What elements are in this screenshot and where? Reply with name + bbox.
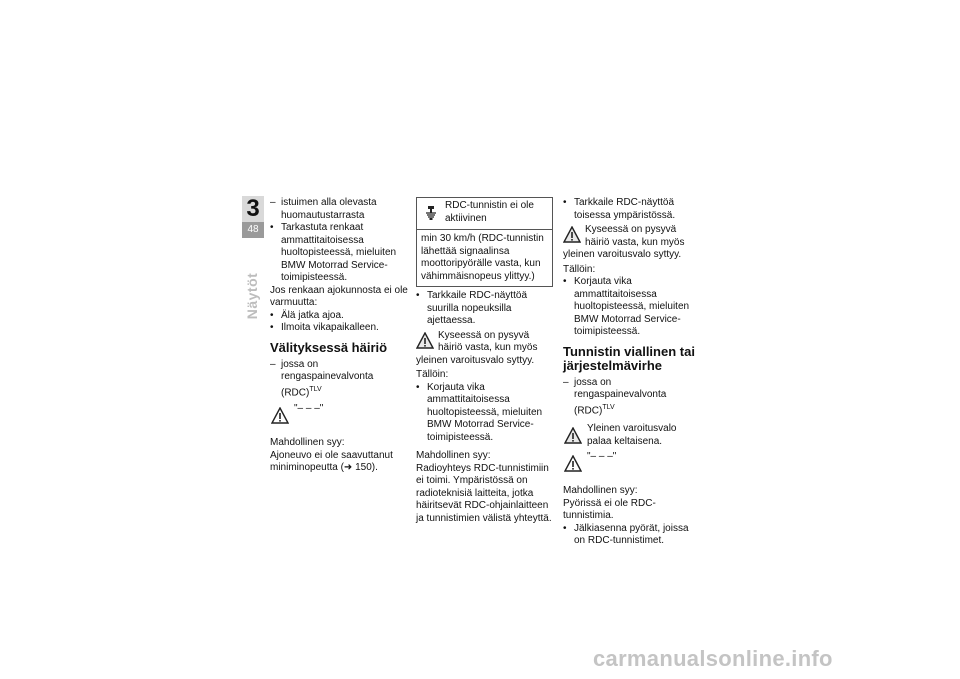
info-box	[416, 197, 553, 287]
warning-block	[270, 403, 410, 429]
warning-triangle-icon	[271, 407, 289, 424]
bullet-marker: •	[270, 222, 274, 233]
info-box-title: RDC-tunnistin ei ole aktiivinen	[445, 200, 534, 224]
cause-label: Mahdollinen syy:	[563, 485, 638, 497]
page-reference[interactable]: 150).	[355, 462, 378, 474]
section-title-text: Näytöt	[244, 272, 260, 320]
list-text: Tarkastuta renkaat ammattitaitoisessa huoltopisteessä, mieluiten BMW Motorrad Service-toimipisteessä.	[281, 222, 397, 283]
list-text: Tarkkaile RDC-näyttöä suurilla nopeuksilla ajettaessa.	[427, 290, 528, 326]
dash-marker: –	[270, 197, 276, 208]
list-item	[563, 523, 701, 548]
bullet-marker: •	[416, 381, 420, 393]
arrow-right-icon: ➜	[343, 462, 353, 474]
paragraph: Tällöin:	[563, 263, 596, 275]
list-text: Jälkiasenna pyörät, joissa on RDC-tunnistimet.	[574, 522, 689, 547]
list-item	[416, 290, 553, 328]
list-item	[270, 197, 410, 222]
list-item	[270, 322, 410, 335]
warning-text: Kyseessä on pysyvä häiriö vasta, kun myös yleinen varoitusvalo syttyy.	[416, 329, 538, 366]
warning-light-icon	[564, 427, 582, 444]
warning-block	[563, 451, 701, 477]
list-item	[563, 197, 701, 222]
dash-marker: –	[270, 358, 276, 370]
list-text: Korjauta vika ammattitaitoisessa huoltopisteessä, mieluiten BMW Motorrad Service-toimipisteessä.	[574, 276, 690, 337]
list-item	[563, 276, 701, 339]
bullet-marker: •	[270, 309, 274, 321]
display-code: "– – –"	[294, 403, 324, 415]
warning-block	[563, 423, 701, 449]
dash-marker: –	[563, 376, 569, 388]
list-item	[270, 359, 410, 400]
warning-text: Kyseessä on pysyvä häiriö vasta, kun myös yleinen varoitusvalo syttyy.	[563, 224, 685, 260]
warning-triangle-icon	[416, 332, 434, 349]
list-text: jossa on rengaspainevalvonta (RDC)	[574, 376, 667, 416]
warning-triangle-icon	[563, 226, 581, 243]
list-text: Korjauta vika ammattitaitoisessa huoltopisteessä, mieluiten BMW Motorrad Service-toimipisteessä.	[427, 381, 543, 443]
superscript: TLV	[309, 385, 322, 393]
list-text: jossa on rengaspainevalvonta (RDC)	[281, 358, 374, 398]
warning-triangle-icon	[564, 455, 582, 472]
cause-label: Mahdollinen syy:	[270, 437, 345, 449]
info-box-header	[417, 198, 552, 230]
bullet-marker: •	[563, 522, 567, 534]
cause-text: Pyörissä ei ole RDC-tunnistimia.	[563, 497, 656, 522]
section-heading: Tunnistin viallinen tai järjestelmävirhe	[563, 343, 695, 373]
rdc-sensor-icon	[425, 206, 437, 220]
display-code: "– – –"	[587, 451, 617, 463]
bullet-marker: •	[563, 276, 567, 287]
chapter-tab	[242, 196, 264, 238]
bullet-marker: •	[563, 197, 567, 208]
column-3	[563, 197, 701, 548]
section-title	[241, 266, 263, 326]
superscript: TLV	[602, 403, 615, 411]
list-text: istuimen alla olevasta huomautustarrasta	[281, 197, 377, 221]
list-item	[270, 310, 410, 323]
column-2	[416, 197, 553, 525]
list-item	[270, 222, 410, 285]
cause-text: Radioyhteys RDC-tunnistimiin ei toimi. Ympäristössä on radioteknisiä laitteita, jotka häiritsevät RDC-ohjainlaitteen ja tunnistimien välistä yhteyttä.	[416, 462, 552, 524]
list-item	[563, 377, 701, 418]
info-box-body: min 30 km/h (RDC-tunnistin lähettää signaalinsa moottoripyörälle vasta, kun vähimmäisnopeus ylittyy.)	[421, 233, 544, 282]
paragraph: Jos renkaan ajokunnosta ei ole varmuutta:	[270, 284, 408, 308]
cause-text: Ajoneuvo ei ole saavuttanut miniminopeutta (➜ 150).	[270, 449, 393, 474]
chapter-number: 3	[242, 196, 264, 222]
section-heading: Välityksessä häiriö	[270, 339, 388, 355]
cause-text-body: Ajoneuvo ei ole saavuttanut miniminopeutta	[270, 449, 393, 474]
paragraph: Tällöin:	[416, 369, 449, 380]
list-item	[416, 382, 553, 445]
bullet-marker: •	[416, 290, 420, 301]
warning-block	[416, 330, 553, 368]
watermark: carmanualsonline.info	[593, 646, 833, 671]
warning-block	[563, 224, 701, 262]
list-text: Älä jatka ajoa.	[281, 309, 344, 321]
page-number: 48	[242, 222, 264, 238]
bullet-marker: •	[270, 322, 274, 333]
warning-text: Yleinen varoitusvalo palaa keltaisena.	[587, 423, 677, 447]
list-text: Ilmoita vikapaikalleen.	[281, 322, 379, 333]
list-text: Tarkkaile RDC-näyttöä toisessa ympäristössä.	[574, 197, 676, 221]
cause-label: Mahdollinen syy:	[416, 450, 491, 461]
column-1	[270, 197, 410, 475]
